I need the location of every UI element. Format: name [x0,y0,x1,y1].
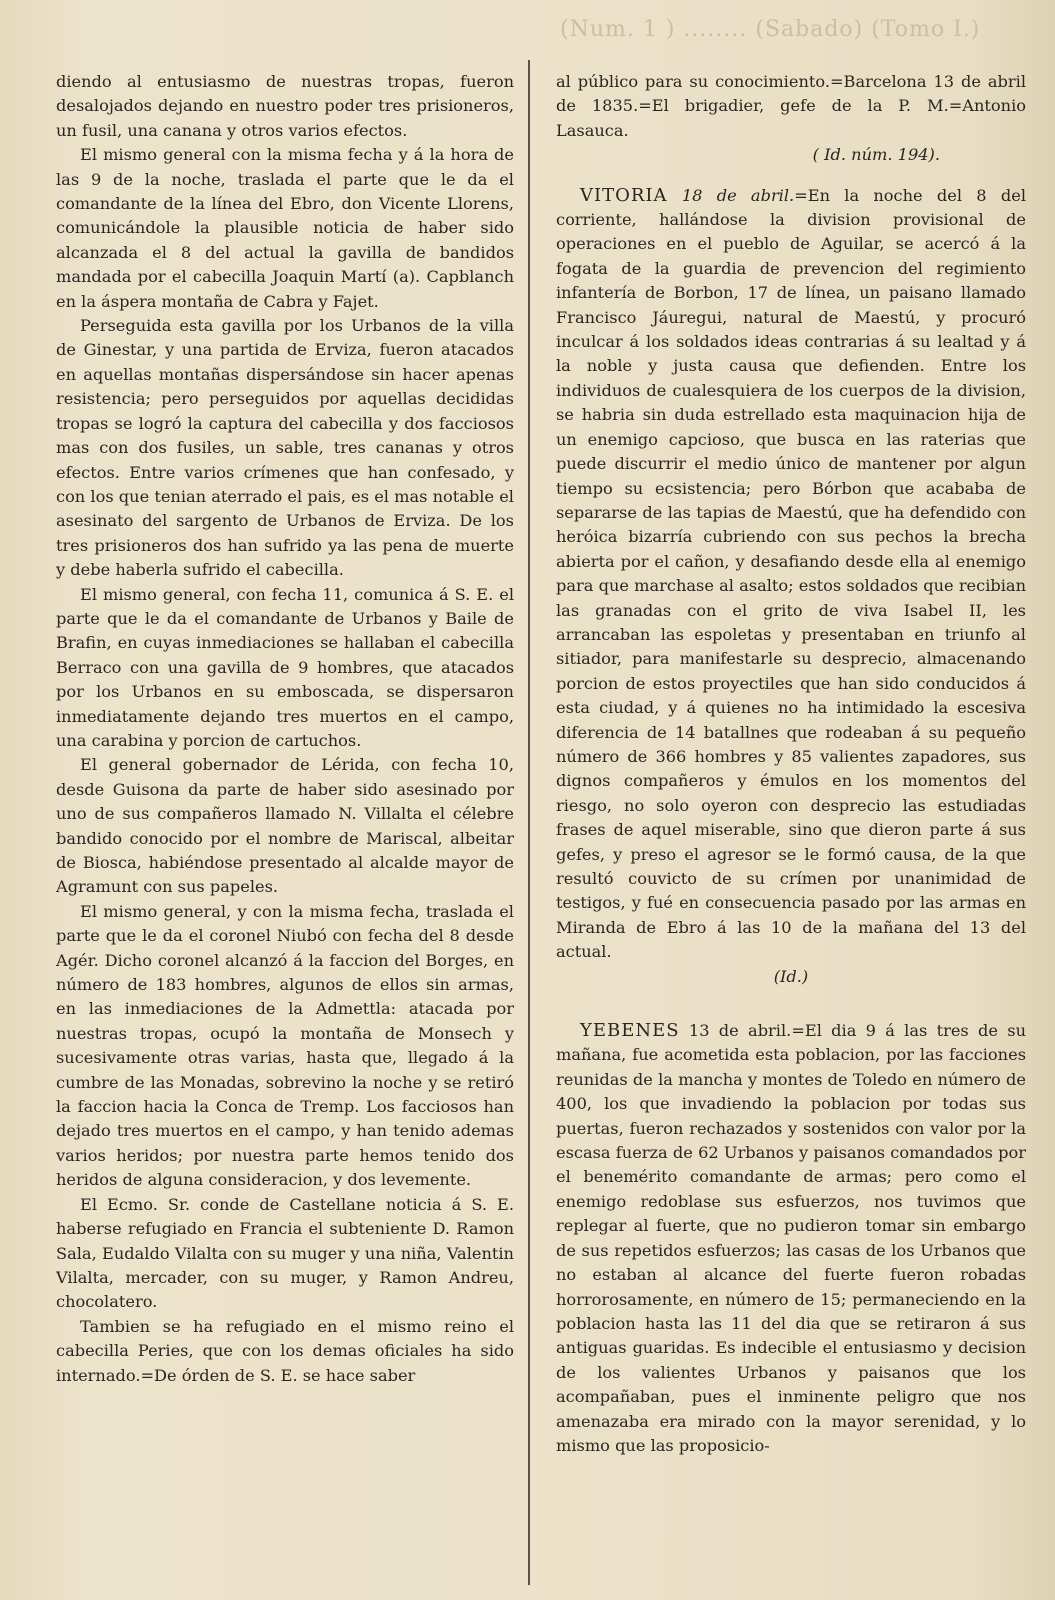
yebenes-article [556,1019,1026,1458]
paragraph: El mismo general, con fecha 11, comunica á S. E. el parte que le da el comandante de Urbanos y Baile de Brafin, en cuyas inmediaciones se hallaban el cabecilla Berraco con una gavilla de 9 hombres, que atacados por los Urbanos en su emboscada, se dispersaron inmediatamente dejando tres muertos en el campo, una carabina y porcion de cartuchos. [56,584,514,750]
paragraph: El Ecmo. Sr. conde de Castellane noticia á S. E. haberse refugiado en Francia el subteniente D. Ramon Sala, Eudaldo Vilalta con su muger y una niña, Valentin Vilalta, mercader, con su muger, y Ramon Andreu, chocolatero. [56,1194,514,1312]
paragraph: Perseguida esta gavilla por los Urbanos de la villa de Ginestar, y una partida de Erviza, fueron atacados en aquellas montañas dispersándose sin hacer apenas resistencia; pero perseguidos por aquellas decididas tropas se logró la captura del cabecilla y dos facciosos mas con dos fusiles, un sable, tres cananas y otros efectos. Entre varios crímenes que han confesado, y con los que tenian aterrado el pais, es el mas notable el asesinato del sargento de Urbanos de Erviza. De los tres prisioneros dos han sufrido ya las pena de muerte y debe haberla sufrido el cabecilla. [56,316,514,580]
vitoria-place: VITORIA [580,184,668,206]
left-column [56,70,514,1600]
vitoria-citation: (Id.) [773,966,809,986]
source-citation: ( Id. núm. 194). [812,145,940,165]
paragraph: El general gobernador de Lérida, con fecha 10, desde Guisona da parte de haber sido asesinado por uno de sus compañeros llamado N. Villalta el célebre bandido conocido por el nombre de Mariscal, albeitar de Biosca, habiéndose presentado al alcalde mayor de Agramunt con sus papeles. [56,755,514,897]
yebenes-place: YEBENES [580,1020,680,1042]
paragraph: El mismo general, y con la misma fecha, traslada el parte que le da el coronel Niubó con fecha del 8 desde Agér. Dicho coronel alcanzó á la faccion del Borges, en número de 183 hombres, algunos de ellos sin armas, en las inmediaciones de la Admettla: atacada por nuestras tropas, ocupó la montaña de Monsech y sucesivamente otras varias, hasta que, llegado á la cumbre de las Monadas, sobrevino la noche y se retiró la faccion hacia la Conca de Tremp. Los facciosos han dejado tres muertos en el campo, y han tenido ademas varios heridos; por nuestra parte hemos tenido dos heridos de alguna consideracion, y dos levemente. [56,901,514,1190]
vitoria-article [556,184,1026,965]
column-rule [528,60,530,1585]
paragraph: diendo al entusiasmo de nuestras tropas, fueron desalojados dejando en nuestro poder tres prisioneros, un fusil, una canana y otros varios efectos. [56,72,514,140]
yebenes-text: =El dia 9 á las tres de su mañana, fue acometida esta poblacion, por las facciones reunidas de la mancha y montes de Toledo en número de 400, los que invadiendo la poblacion por todas sus puertas, fueron rechazados y sostenidos con valor por la escasa fuerza de 62 Urbanos y paisanos comandados por el benemérito comandante de armas; pero como el enemigo redoblase sus esfuerzos, nos tuvimos que replegar al fuerte, que no pudieron tomar sin embargo de sus repetidos esfuerzos; las casas de los Urbanos que no estaban al alcance del fuerte fueron robadas horrorosamente, en número de 15; permaneciendo en la poblacion hasta las 11 del dia que se retiraron á sus antiguas guaridas. Es indecible el entusiasmo y decision de los valientes Urbanos y paisanos que los acompañaban, pues el inminente peligro que nos amenazaba era mirado con la mayor serenidad, y lo mismo que las proposicio- [556,1021,1026,1455]
vitoria-date: 18 de abril. [681,185,795,205]
vitoria-text: =En la noche del 8 del corriente, hallándose la division provisional de operaciones en el pueblo de Aguilar, se acercó á la fogata de la guardia de prevencion del regimiento infantería de Borbon, 17 de línea, un paisano llamado Francisco Jáuregui, natural de Maestú, y procuró inculcar á los soldados ideas contrarias á su lealtad y á la noble y justa causa que defienden. Entre los individuos de cualesquiera de los cuerpos de la division, se habria sin duda estrellado esta maquinacion hija de un enemigo capcioso, que busca en las raterias que puede discurrir el medio único de mantener por algun tiempo su ecsistencia; pero Bórbon que acababa de separarse de las tapias de Maestú, que ha defendido con heróica bizarría cubriendo con sus pechos la brecha abierta por el cañon, y desafiando desde ella al enemigo para que marchase al asalto; estos soldados que recibian las granadas con el grito de viva Isabel II, les arrancaban las espoletas y presentaban en triunfo al sitiador, para manifestarle su desprecio, almacenando porcion de estos proyectiles que han sido conducidos á esta ciudad, y á quienes no ha intimidado la escesiva diferencia de 14 batallnes que rodeaban á su pequeño número de 366 hombres y 85 valientes zapadores, sus dignos compañeros y émulos en los momentos del riesgo, no solo oyeron con desprecio las estudiadas frases de aquel miserable, sino que dieron parte á sus gefes, y preso el agresor se le formó causa, de la que resultó couvicto de su crímen por unanimidad de testigos, y fué en consecuencia pasado por las armas en Miranda de Ebro á las 10 de la mañana del 13 del actual. [556,185,1026,962]
paragraph: Tambien se ha refugiado en el mismo reino el cabecilla Peries, que con los demas oficiales ha sido internado.=De órden de S. E. se hace saber [56,1316,514,1385]
paragraph: El mismo general con la misma fecha y á la hora de las 9 de la noche, traslada el parte que le da el comandante de la línea del Ebro, don Vicente Llorens, comunicándole la plausible noticia de haber sido alcanzada el 8 del actual la gavilla de bandidos mandada por el cabecilla Joaquin Martí (a). Capblanch en la áspera montaña de Cabra y Fajet. [56,145,514,311]
bleed-through-header: (Num. 1 ) ........ (Sabado) (Tomo I.) [560,17,981,42]
yebenes-date: 13 de abril. [688,1021,792,1041]
right-column [556,70,1026,1600]
intro-paragraph: al público para su conocimiento.=Barcelona 13 de abril de 1835.=El brigadier, gefe de la P. M.=Antonio Lasauca. [556,72,1026,140]
